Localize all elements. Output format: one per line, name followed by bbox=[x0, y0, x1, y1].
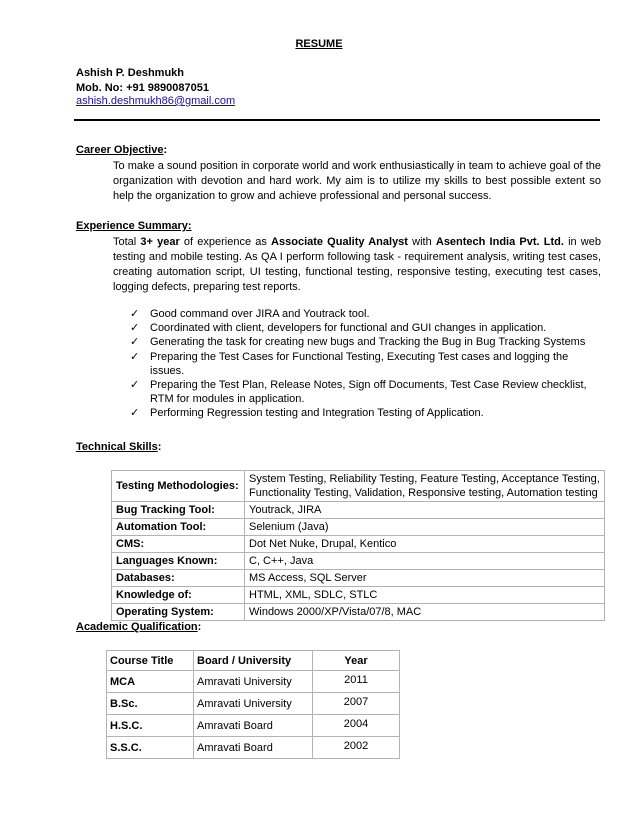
board-cell: Amravati Board bbox=[194, 715, 313, 737]
experience-bullet-list bbox=[130, 307, 602, 421]
course-cell: MCA bbox=[107, 671, 194, 693]
list-item: ✓ Good command over JIRA and Youtrack tool. bbox=[130, 308, 370, 320]
board-cell: Amravati University bbox=[194, 671, 313, 693]
table-row bbox=[107, 737, 400, 759]
course-cell: H.S.C. bbox=[107, 715, 194, 737]
skill-value: C, C++, Java bbox=[245, 553, 605, 570]
experience-summary-heading: Experience Summary: bbox=[76, 220, 192, 232]
header-divider bbox=[74, 119, 600, 121]
year-cell: 2002 bbox=[313, 737, 400, 759]
skill-value: Dot Net Nuke, Drupal, Kentico bbox=[245, 536, 605, 553]
list-item: ✓ Preparing the Test Plan, Release Notes, Sign off Documents, Test Case Review checklist, RTM for modules in application. bbox=[130, 379, 587, 406]
career-objective-heading: Career Objective: bbox=[76, 144, 168, 156]
list-item: ✓ Coordinated with client, developers for functional and GUI changes in application. bbox=[130, 322, 547, 335]
column-header-board: Board / University bbox=[194, 651, 313, 671]
checkmark-icon: ✓ bbox=[130, 407, 140, 420]
document-title: RESUME bbox=[295, 38, 343, 50]
table-row bbox=[112, 519, 605, 536]
skill-value: Windows 2000/XP/Vista/07/8, MAC bbox=[245, 604, 605, 621]
technical-skills-table bbox=[111, 470, 605, 621]
academic-qualification-table bbox=[106, 650, 400, 759]
checkmark-icon: ✓ bbox=[130, 322, 140, 335]
column-header-course: Course Title bbox=[107, 651, 194, 671]
table-row bbox=[112, 604, 605, 621]
skill-label: Languages Known: bbox=[112, 553, 245, 570]
mobile-number: Mob. No: +91 9890087051 bbox=[76, 82, 209, 94]
skill-label: Operating System: bbox=[112, 604, 245, 621]
board-cell: Amravati University bbox=[194, 693, 313, 715]
checkmark-icon: ✓ bbox=[130, 336, 140, 349]
table-row bbox=[107, 693, 400, 715]
table-header-row bbox=[107, 651, 400, 671]
column-header-year: Year bbox=[313, 651, 400, 671]
skill-value: System Testing, Reliability Testing, Feature Testing, Acceptance Testing, Functionality Testing, Validation, Responsive testing, Automation testing bbox=[245, 471, 605, 502]
table-row bbox=[112, 587, 605, 604]
skill-value: Selenium (Java) bbox=[245, 519, 605, 536]
list-item: ✓ Generating the task for creating new bugs and Tracking the Bug in Bug Tracking Systems bbox=[130, 336, 586, 349]
career-objective-text: To make a sound position in corporate world and work enthusiastically in team to achieve goal of the organization with devotion and hard work. My aim is to utilize my skills to best possible extent so help the organization to grow and achieve professional and personal success. bbox=[113, 160, 601, 202]
experience-summary-text: Total 3+ year of experience as Associate Quality Analyst with Asentech India Pvt. Ltd. in web testing and mobile testing. As QA I perform following task - requirement analysis, writing test cases, creating automation script, UI testing, functional testing, responsive testing, executing test cases, logging defects, preparing test reports. bbox=[113, 236, 601, 293]
checkmark-icon: ✓ bbox=[130, 350, 140, 363]
skill-label: CMS: bbox=[112, 536, 245, 553]
year-cell: 2007 bbox=[313, 693, 400, 715]
table-row bbox=[112, 553, 605, 570]
list-item: ✓ Performing Regression testing and Integration Testing of Application. bbox=[130, 407, 484, 420]
technical-skills-heading: Technical Skills: bbox=[76, 441, 162, 453]
skill-label: Bug Tracking Tool: bbox=[112, 502, 245, 519]
skill-value: MS Access, SQL Server bbox=[245, 570, 605, 587]
skill-label: Testing Methodologies: bbox=[112, 471, 245, 502]
course-cell: S.S.C. bbox=[107, 737, 194, 759]
year-cell: 2004 bbox=[313, 715, 400, 737]
skill-value: HTML, XML, SDLC, STLC bbox=[245, 587, 605, 604]
skill-label: Databases: bbox=[112, 570, 245, 587]
table-row bbox=[112, 570, 605, 587]
table-row bbox=[107, 671, 400, 693]
skill-label: Automation Tool: bbox=[112, 519, 245, 536]
academic-qualification-heading: Academic Qualification: bbox=[76, 621, 202, 633]
year-cell: 2011 bbox=[313, 671, 400, 693]
skill-label: Knowledge of: bbox=[112, 587, 245, 604]
board-cell: Amravati Board bbox=[194, 737, 313, 759]
course-cell: B.Sc. bbox=[107, 693, 194, 715]
table-row bbox=[112, 502, 605, 519]
candidate-name: Ashish P. Deshmukh bbox=[76, 67, 184, 79]
list-item: ✓ Preparing the Test Cases for Functional Testing, Executing Test cases and logging the issues. bbox=[130, 350, 569, 377]
email-link[interactable]: ashish.deshmukh86@gmail.com bbox=[76, 95, 236, 107]
checkmark-icon: ✓ bbox=[130, 308, 140, 320]
skill-value: Youtrack, JIRA bbox=[245, 502, 605, 519]
table-row bbox=[112, 471, 605, 502]
table-row bbox=[107, 715, 400, 737]
table-row bbox=[112, 536, 605, 553]
checkmark-icon: ✓ bbox=[130, 379, 140, 392]
